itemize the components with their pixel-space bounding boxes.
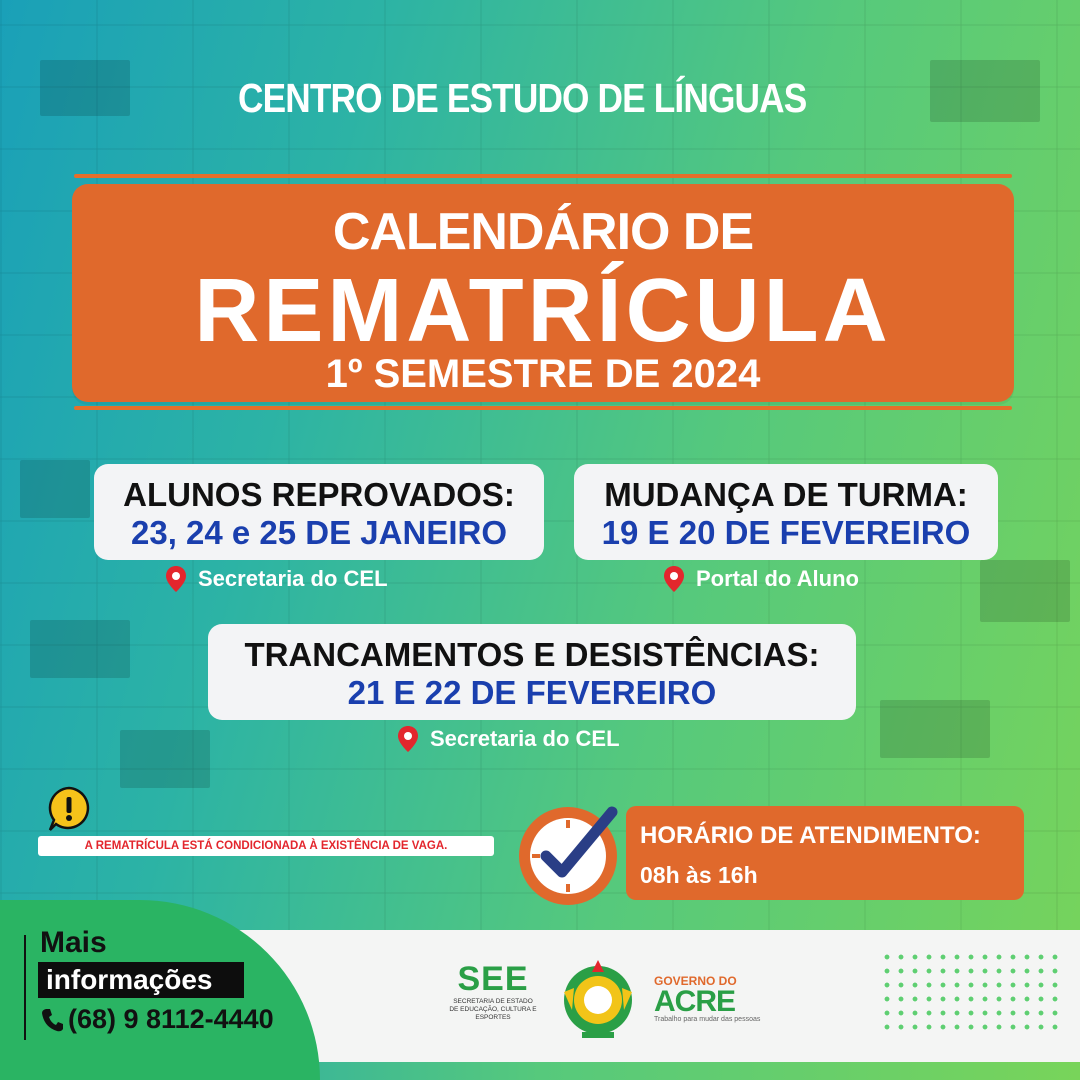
card-label: MUDANÇA DE TURMA: (604, 476, 968, 513)
flag-decoration (980, 560, 1070, 622)
banner-line-1: CALENDÁRIO DE (332, 203, 754, 261)
card-dates: 23, 24 e 25 DE JANEIRO (130, 514, 508, 551)
banner-bottom-stripe (74, 406, 1012, 410)
location-secretaria (398, 726, 620, 752)
contact-divider (24, 935, 26, 1040)
map-pin-icon (398, 726, 418, 752)
flag-decoration (20, 460, 90, 518)
flag-decoration (880, 700, 990, 758)
phone-number: (68) 9 8112-4440 (68, 1004, 274, 1034)
card-trancamentos (208, 624, 856, 720)
banner-top-stripe (74, 174, 1012, 178)
location-label: Secretaria do CEL (198, 566, 388, 591)
flag-decoration (40, 60, 130, 116)
card-mudanca-turma (574, 464, 998, 560)
location-secretaria (166, 566, 388, 592)
banner-line-3: 1º SEMESTRE DE 2024 (325, 352, 761, 396)
location-portal (664, 566, 859, 592)
warning-text: A REMATRÍCULA ESTÁ CONDICIONADA À EXISTÊNCIA DE VAGA. (38, 836, 494, 856)
card-dates: 21 E 22 DE FEVEREIRO (347, 674, 717, 711)
see-logo (448, 962, 538, 1022)
header (228, 48, 868, 148)
exclamation-icon (46, 786, 92, 832)
card-dates: 19 E 20 DE FEVEREIRO (601, 514, 971, 551)
gov-state: ACRE (654, 985, 736, 1018)
contact-phone[interactable] (40, 1004, 274, 1035)
map-pin-icon (664, 566, 684, 592)
banner-line-2: REMATRÍCULA (194, 261, 892, 361)
clock-check-icon (516, 804, 620, 908)
location-label: Secretaria do CEL (430, 726, 620, 751)
card-alunos-reprovados (94, 464, 544, 560)
schedule-title: HORÁRIO DE ATENDIMENTO: (640, 822, 981, 849)
map-pin-icon (166, 566, 186, 592)
gov-label: GOVERNO DO (654, 974, 737, 988)
see-acronym: SEE (457, 960, 529, 998)
gov-acre-logo (654, 974, 760, 1023)
card-label: ALUNOS REPROVADOS: (123, 476, 515, 513)
acre-coat-of-arms-icon (552, 952, 644, 1044)
location-label: Portal do Aluno (696, 566, 859, 591)
card-label: TRANCAMENTOS E DESISTÊNCIAS: (244, 636, 820, 673)
flag-decoration (120, 730, 210, 788)
dot-pattern (880, 950, 1060, 1034)
flag-decoration (930, 60, 1040, 122)
flag-decoration (30, 620, 130, 678)
title-banner (72, 184, 1014, 402)
contact-line-1: Mais (40, 926, 107, 959)
phone-icon (40, 1007, 64, 1033)
header-title: CENTRO DE ESTUDO DE LÍNGUAS (238, 74, 807, 121)
gov-tagline: Trabalho para mudar das pessoas (654, 1016, 761, 1023)
schedule-box (626, 806, 1024, 900)
see-name: SECRETARIA DE ESTADO DE EDUCAÇÃO, CULTURA E ESPORTES (449, 998, 537, 1021)
schedule-hours: 08h às 16h (640, 862, 758, 888)
contact-line-2: informações (46, 964, 213, 995)
